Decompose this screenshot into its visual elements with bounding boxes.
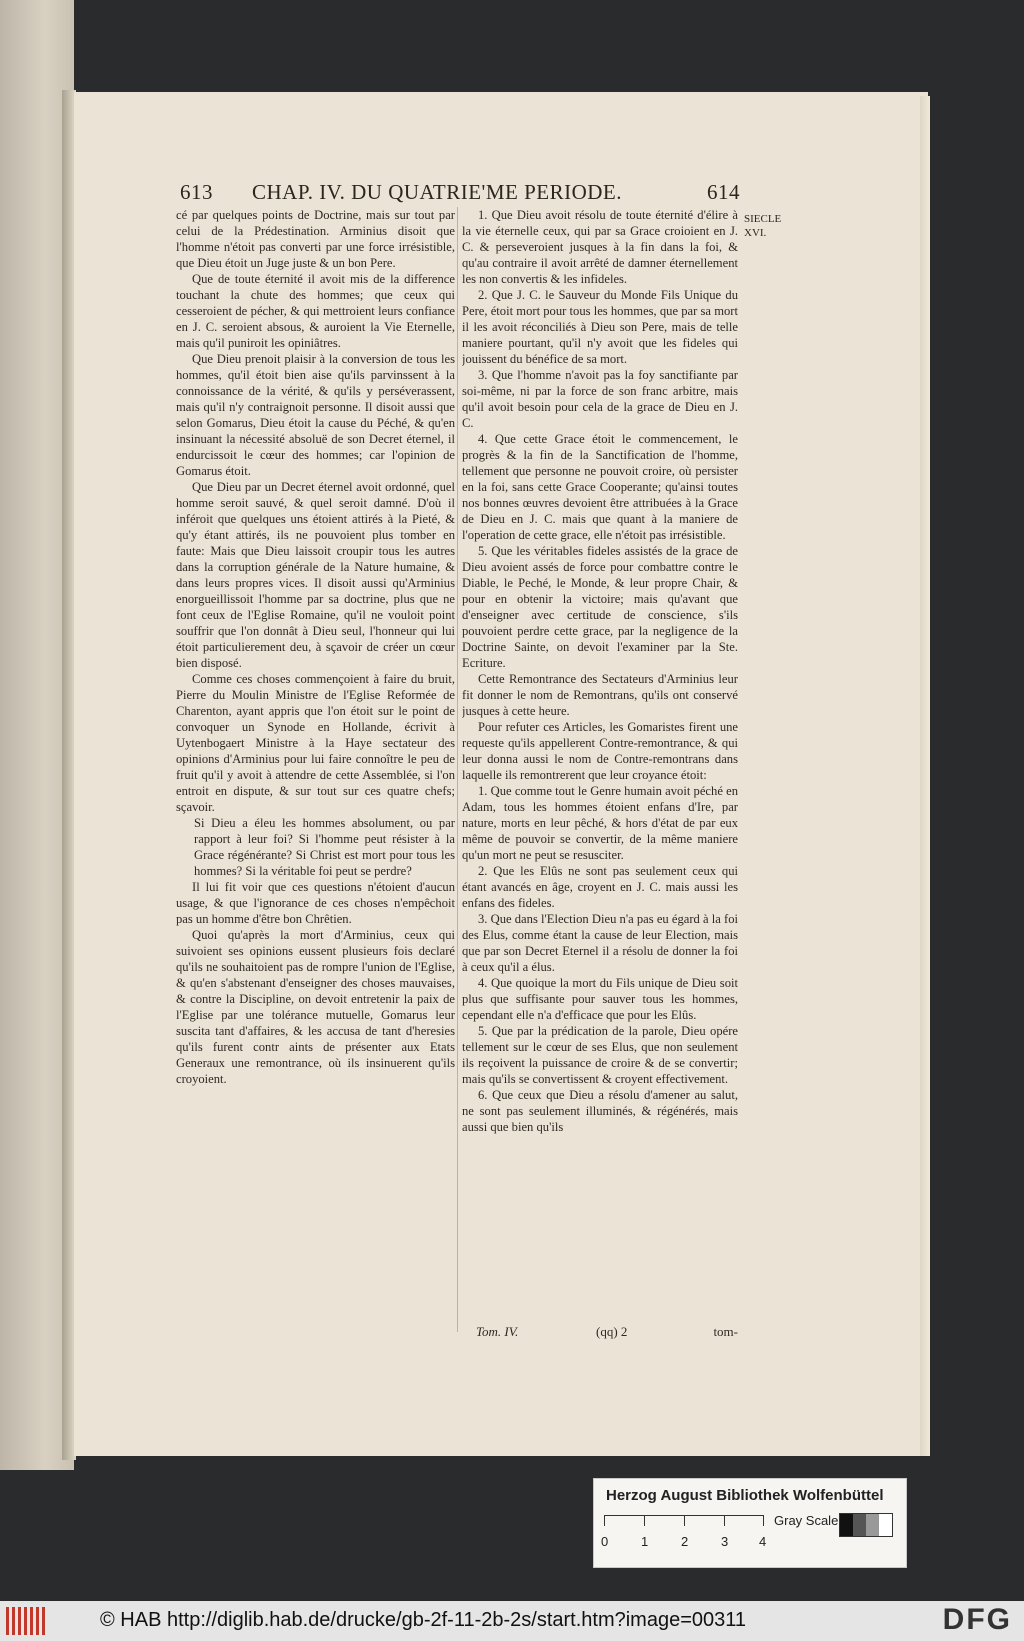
margin-note: SIECLE XVI. — [744, 213, 782, 239]
catchword: tom- — [713, 1324, 738, 1339]
column-divider — [457, 207, 458, 1332]
swatch — [879, 1514, 892, 1536]
paragraph: Que Dieu par un Decret éternel avoit ordonné, quel homme seroit sauvé, & quel seroit damné. D'où il inféroit que quelques uns étoient attirés à la Pieté, & qu'y étant attirés, ils ne pouvoient plus tomber en faute: Mais que Dieu laissoit croupir tous les autres dans la corruption générale de la Nature humaine, & dans leurs propres vices. Il disoit aussi qu'Arminius enorgueillissoit l'homme par sa doctrine, plus que ne font ceux de l'Eglise Romaine, qu'il ne vouloit point souffrir que l'on donnât à Dieu seul, l'honneur qui lui étoit particulierement deu, à sçavoir de créer un cœur bien disposé. — [176, 480, 455, 670]
article: 4. Que quoique la mort du Fils unique de Dieu soit plus que suffisante pour sauver tous les hommes, cependant elle n'a d'efficace que pour les Elûs. — [462, 976, 738, 1022]
paragraph: Que de toute éternité il avoit mis de la difference touchant la chute des hommes; que ceux qui cesseroient de pécher, & qui mettroient leurs confiance en J. C. seroient absous, & auroient la Vie Eternelle, mais qu'il puniroit les opiniâtres. — [176, 272, 455, 350]
scale-number: 2 — [681, 1534, 689, 1549]
dfg-logo: DFG — [942, 1603, 1012, 1636]
paragraph: Cette Remontrance des Sectateurs d'Arminius leur fit donner le nom de Remontrans, qu'ils ont conservé jusques à cette heure. — [462, 672, 738, 718]
page-footer — [476, 1324, 738, 1342]
swatch — [853, 1514, 866, 1536]
paragraph: Comme ces choses commençoient à faire du bruit, Pierre du Moulin Ministre de l'Eglise Reformée de Charenton, ayant appris que l'on étoit sur le point de convoquer un Synode en Hollande, écrivit à Uytenbogaert Ministre à la Haye sectateur des opinions d'Arminius pour lui faire connoître le peu de fruit qu'il y avoit à attendre de cette Assemblée, si l'on entroit en dispute, & sur tout sur ces quatre chefs; sçavoir. — [176, 672, 455, 814]
quoted-questions: Si Dieu a éleu les hommes absolument, ou par rapport à leur foi? Si l'homme peut résister à la Grace régénérante? Si Christ est mort pour tous les hommes? Si la véritable foi peut se perdre? — [194, 816, 455, 878]
paragraph: Il lui fit voir que ces questions n'étoient d'aucun usage, & que l'ignorance de ces choses n'empêchoit pas un homme d'être bon Chrêtien. — [176, 880, 455, 926]
article: 1. Que comme tout le Genre humain avoit péché en Adam, tous les hommes étoient enfans d'Ire, par nature, morts en leur pêché, & hors d'état de par eux même de pouvoir se convertir, de la même maniere qu'un mort ne peut se resusciter. — [462, 784, 738, 862]
swatch — [866, 1514, 879, 1536]
page-header — [180, 180, 740, 208]
source-url[interactable]: © HAB http://diglib.hab.de/drucke/gb-2f-11-2b-2s/start.htm?image=00311 — [100, 1609, 747, 1631]
paragraph: Que Dieu prenoit plaisir à la conversion de tous les hommes, qu'il étoit bien aise qu'ils parvinssent à la connoissance de la vérité, & qu'ils y perséverassent, mais qu'il n'y contraignoit personne. Il disoit aussi que selon Gomarus, Dieu étoit la cause du Péché, & qu'en insinuant la nécessité absoluë de son Decret éternel, il endurcissoit le cœur des hommes; car l'opinion de Gomarus étoit. — [176, 352, 455, 478]
running-title: CHAP. IV. DU QUATRIE'ME PERIODE. — [252, 180, 622, 204]
library-name: Herzog August Bibliothek Wolfenbüttel — [606, 1487, 884, 1504]
paragraph: Quoi qu'après la mort d'Arminius, ceux qui suivoient ses opinions eussent plusieurs fois declaré qu'ils ne souhaitoient pas de rompre l'union de l'Eglise, & qu'en s'abstenant d'enseigner des choses mauvaises, & contre la Discipline, on devoit entretenir la paix de l'Eglise par une tolérance mutuelle, Gomarus leur suscita tant d'affaires, & les accusa de tant d'heresies qu'ils furent contr aints de présenter aux Etats Generaux une remontrance, où ils insinuerent qu'ils croyoient. — [176, 928, 455, 1086]
article: 2. Que les Elûs ne sont pas seulement ceux qui étant avancés en âge, croyent en J. C. mais aussi les enfans des fideles. — [462, 864, 738, 910]
left-column — [176, 207, 455, 1352]
page-number-right: 614 — [707, 180, 740, 204]
scale-number: 1 — [641, 1534, 649, 1549]
swatch — [840, 1514, 853, 1536]
article: 6. Que ceux que Dieu a résolu d'amener au salut, ne sont pas seulement illuminés, & régénérés, mais aussi que bien qu'ils — [462, 1088, 738, 1134]
grayscale-label: Gray Scale — [774, 1513, 839, 1528]
scale-ruler — [601, 1515, 767, 1549]
article: 4. Que cette Grace étoit le commencement, le progrès & la fin de la Sanctification de l'homme, tellement que personne ne pouvoit croire, où persister en la foi, sans cette Grace Cooperante; qu'ainsi toutes nos bonnes œuvres devoient être attribuées à la Grace de Dieu en J. C. mais que quant à la maniere de l'operation de cette grace, elle n'étoit pas irrésistible. — [462, 432, 738, 542]
page-number-left: 613 — [180, 180, 213, 204]
article: 5. Que par la prédication de la parole, Dieu opére tellement sur le cœur de ses Elus, que non seulement ils reçoivent la puissance de croire & de se convertir; mais qu'ils se convertissent & croyent effectivement. — [462, 1024, 738, 1086]
grayscale-swatches — [839, 1513, 893, 1537]
viewer-footer — [0, 1601, 1024, 1641]
paragraph: Pour refuter ces Articles, les Gomaristes firent une requeste qu'ils appellerent Contre-remontrance, & qui leur donna aussi le nom de Contre-remontrans dans laquelle ils remontrerent que leur croyance étoit: — [462, 720, 738, 782]
article: 2. Que J. C. le Sauveur du Monde Fils Unique du Pere, étoit mort pour tous les hommes, que par sa mort il les avoit réconciliés à Dieu son Pere, mais de telle maniere pourtant, qu'il n'y avoit que les fideles qui jouissent du bénéfice de sa mort. — [462, 288, 738, 366]
signature-mark: (qq) 2 — [596, 1324, 628, 1339]
page-edge — [920, 96, 930, 1456]
article: 1. Que Dieu avoit résolu de toute éternité d'élire à la vie éternelle ceux, qui par sa Grace croioient en J. C. & perseveroient jusques à la fin dans la foi, & qu'au contraire il avoit arrêté de damner éternellement les non convertis & les infideles. — [462, 208, 738, 286]
paragraph: cé par quelques points de Doctrine, mais sur tout par celui de la Prédestination. Arminius disoit que l'homme n'étoit pas converti par une force irrésistible, que Dieu étoit un Juge juste & un bon Pere. — [176, 208, 455, 270]
article: 3. Que dans l'Election Dieu n'a pas eu égard à la foi des Elus, comme étant la cause de leur Election, mais que par son Decret Eternel il a résolu de donner la foi à ceux qu'il a élus. — [462, 912, 738, 974]
article: 5. Que les véritables fideles assistés de la grace de Dieu avoient assés de force pour combattre contre le Diable, le Peché, le Monde, & leur propre Chair, & pour en obtenir la victoire; mais qu'avant que d'enseigner avec certitude de conscience, s'ils pouvoient perdre cette grace, par la negligence de la Doctrine Sainte, on devoit l'examiner par la Ste. Ecriture. — [462, 544, 738, 670]
scale-number: 4 — [759, 1534, 767, 1549]
color-calibration-card — [593, 1478, 907, 1568]
scale-number: 0 — [601, 1534, 609, 1549]
hab-logo-icon — [6, 1607, 46, 1635]
scale-number: 3 — [721, 1534, 729, 1549]
right-column — [462, 207, 738, 1352]
article: 3. Que l'homme n'avoit pas la foy sanctifiante par soi-même, ni par la force de son franc arbitre, mais qu'il avoit besoin pour cela de la grace de Dieu en J. C. — [462, 368, 738, 430]
volume-mark: Tom. IV. — [476, 1324, 519, 1339]
